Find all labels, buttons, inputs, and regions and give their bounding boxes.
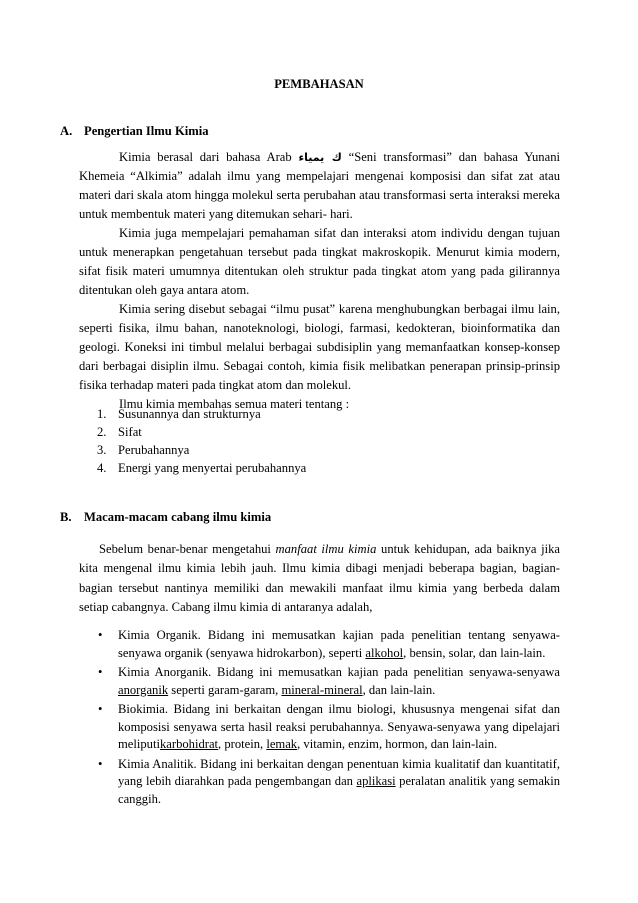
list-number: 4. [97,461,107,475]
paragraph-1-start: Kimia berasal dari bahasa Arab [119,150,292,164]
branch-text: , protein, [218,737,264,751]
link-mineral[interactable]: mineral-mineral [281,682,363,697]
list-text: Susunannya dan strukturnya [118,407,261,421]
link-lemak[interactable]: lemak [266,737,298,751]
branch-biochemistry [97,701,560,754]
section-a-body [79,148,560,414]
list-text: Perubahannya [118,443,190,457]
list-text: Energi yang menyertai perubahannya [118,461,307,475]
paragraph-4: Ilmu kimia membahas semua materi tentang : [119,397,350,411]
branch-text: Kimia Anorganik. Bidang ini memusatkan kajian pada penelitian senyawa-senyawa [118,665,560,679]
list-item [97,441,306,459]
bullet-icon: • [98,702,103,716]
section-a-title: Pengertian Ilmu Kimia [84,124,209,138]
branch-organic [97,627,560,662]
branch-text: , bensin, solar, dan lain-lain. [403,645,546,660]
arabic-word: ك يمياء [298,151,342,164]
intro-italic-phrase: manfaat ilmu kimia [275,542,377,556]
bullet-icon: • [98,756,103,771]
link-anorganik[interactable]: anorganik [118,682,169,697]
bullet-icon: • [98,665,103,679]
paragraph-1-end: “Seni transformasi” dan bahasa Yunani Khemeia “Alkimia” adalah ilmu yang mempelajari mengenai komposisi dan sifat zat atau materi dari skala atom hingga molekul serta perubahan atau transformasi serta interaksi mereka untuk membentuk materi yang ditemukan sehari- hari. [79,150,560,221]
branch-text: Kimia Analitik. Bidang ini berkaitan dengan penentuan kimia kualitatif dan kuantitatif, yang lebih diarahkan pada pengembangan dan [118,756,560,788]
bullet-icon: • [98,628,103,642]
link-aplikasi[interactable]: aplikasi [356,774,396,788]
list-number: 3. [97,443,107,457]
branch-text: seperti garam-garam, [171,682,279,697]
branch-analytical [97,756,560,809]
page-title: PEMBAHASAN [274,77,364,91]
chemistry-branches-list [97,627,560,810]
section-b-intro [79,540,560,617]
intro-end: untuk kehidupan, ada baiknya jika kita mengenal ilmu kimia lebih jauh. Ilmu kimia dibagi menjadi beberapa bagian, bagian-bagian tersebut nantinya memiliki dan mewakili manfaat ilmu kimia yang berbeda dalam setiap cabangnya. Cabang ilmu kimia di antaranya adalah, [79,542,560,614]
list-text: Sifat [118,425,142,439]
list-number: 1. [97,407,107,421]
branch-text: Kimia Organik. Bidang ini memusatkan kajian pada penelitian tentang senyawa-senyawa organik (senyawa hidrokarbon), seperti [118,628,560,660]
list-number: 2. [97,425,107,439]
intro-paragraph [79,540,560,617]
section-b-number: B. [60,510,72,524]
branch-text: , dan lain-lain. [362,682,436,697]
section-a-heading [60,124,209,139]
branch-text: , vitamin, enzim, hormon, dan lain-lain. [297,737,498,751]
list-item [97,423,306,441]
branch-text: Biokimia. Bidang ini berkaitan dengan ilmu biologi, khususnya mengenai sifat dan komposisi senyawa serta hasil reaksi perubahannya. Senyawa-senyawa yang dipelajari meliputi [118,702,560,751]
section-b-heading [60,510,271,525]
chemistry-topics-list [97,405,306,477]
intro-start: Sebelum benar-benar mengetahui [99,542,271,556]
section-a-number: A. [60,124,73,138]
section-b-title: Macam-macam cabang ilmu kimia [84,510,272,524]
list-item [97,405,306,423]
link-karbohidrat[interactable]: karbohidrat [159,737,219,751]
paragraph-3: Kimia sering disebut sebagai “ilmu pusat” karena menghubungkan berbagai ilmu lain, seperti fisika, ilmu bahan, nanoteknologi, biologi, farmasi, kedokteran, bioinformatika dan geologi. Koneksi ini timbul melalui berbagai subdisiplin yang memanfaatkan konsep-konsep dari berbagai disiplin ilmu. Sebagai contoh, kimia fisik melibatkan penerapan prinsip-prinsip fisika terhadap materi pada tingkat atom dan molekul. [79,302,560,392]
branch-inorganic [97,664,560,699]
paragraph-2: Kimia juga mempelajari pemahaman sifat dan interaksi atom individu dengan tujuan untuk menerapkan pengetahuan tersebut pada tingkat makroskopik. Menurut kimia modern, sifat fisik materi umumnya ditentukan oleh struktur pada tingkat atom yang pada gilirannya ditentukan oleh gaya antara atom. [79,226,560,297]
list-item [97,459,306,477]
link-alkohol[interactable]: alkohol [365,645,404,660]
branch-text: peralatan analitik yang semakin canggih. [118,774,561,806]
paragraph-1 [79,148,560,224]
